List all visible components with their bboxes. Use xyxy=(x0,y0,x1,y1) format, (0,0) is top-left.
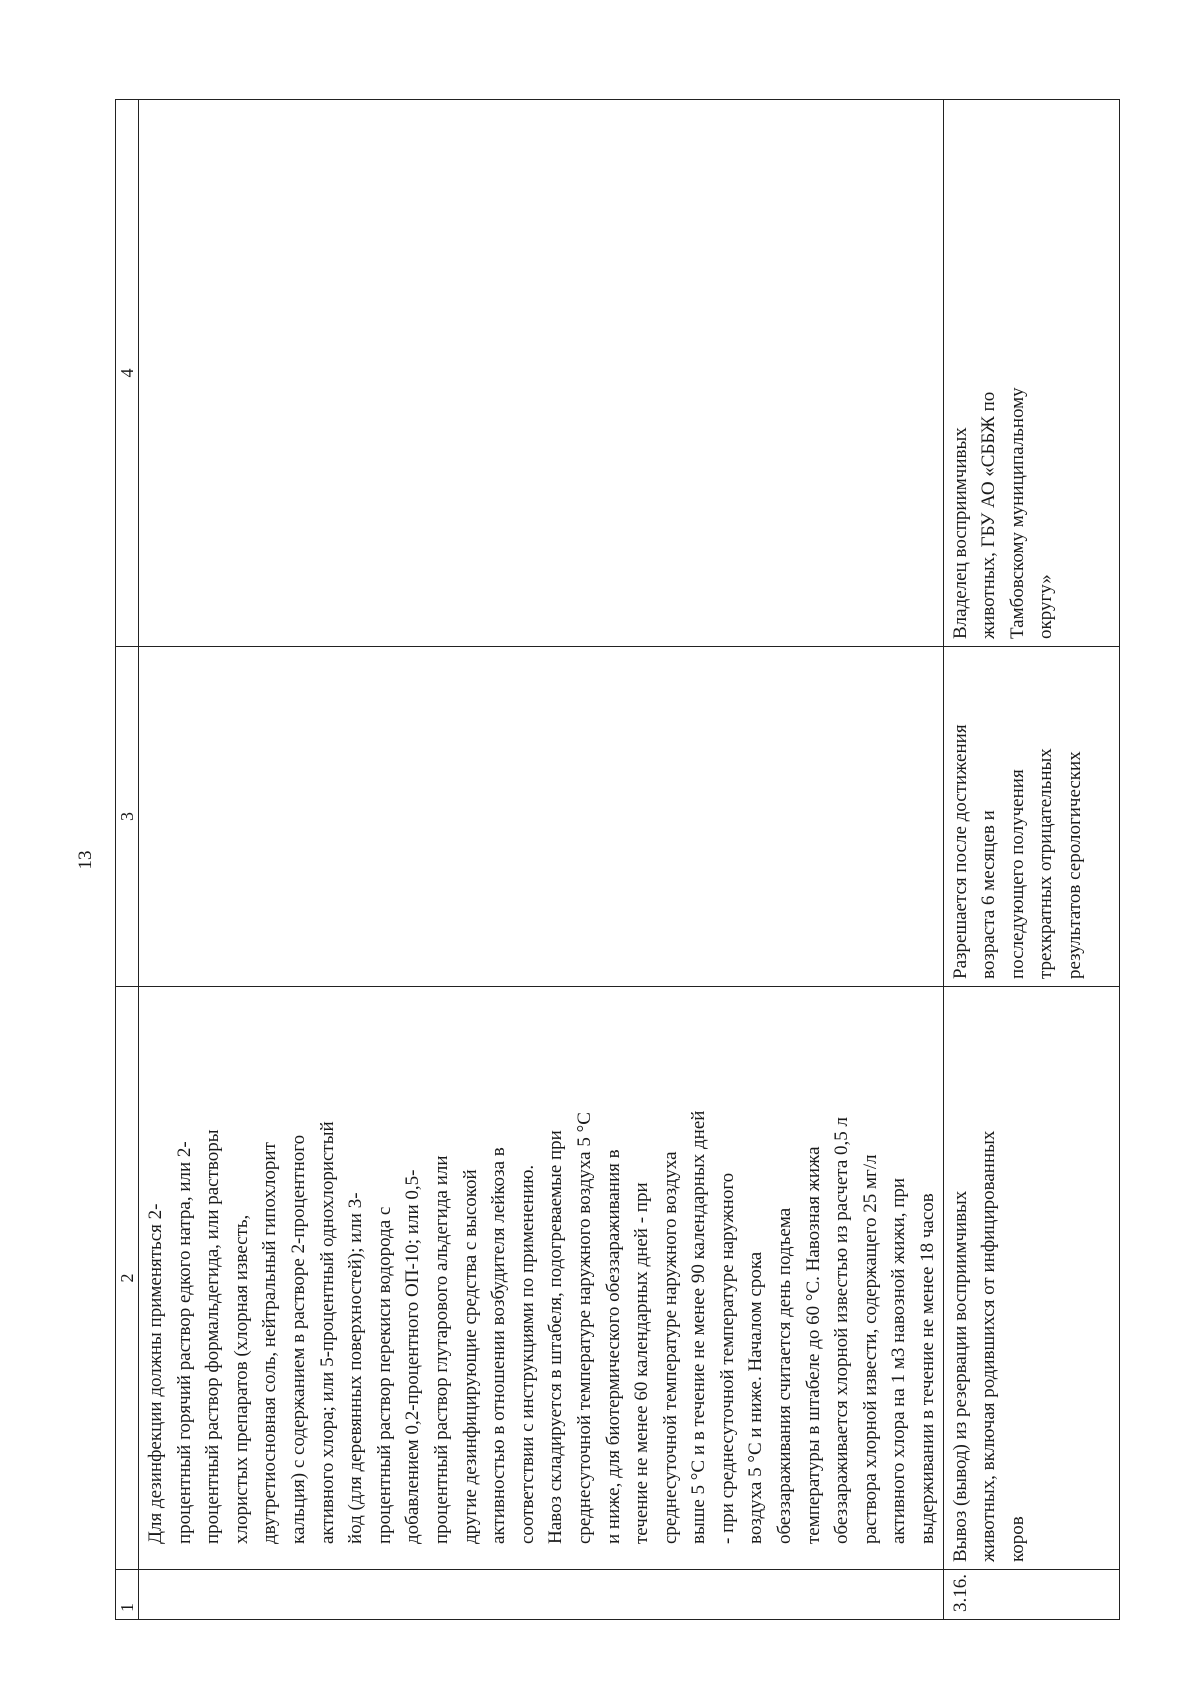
text-line: возраста 6 месяцев и xyxy=(978,810,1000,979)
header-col-2: 2 xyxy=(116,987,139,1570)
rotated-page xyxy=(75,100,1085,1620)
table-row xyxy=(139,100,944,1620)
text-line: двутретиосновная соль, нейтральный гипохлорит xyxy=(259,1142,281,1544)
text-line: процентный горячий раствор едкого натра, или 2- xyxy=(173,1141,195,1544)
text-line: раствора хлорной извести, содержащего 25 мг/л xyxy=(859,1154,881,1544)
text-line: процентный раствор формальдегида, или растворы xyxy=(202,1129,224,1544)
row-number xyxy=(139,1570,944,1620)
text-line: трехкратных отрицательных xyxy=(1035,748,1057,979)
text-line: животных, ГБУ АО «СББЖ по xyxy=(978,391,1000,639)
header-col-4: 4 xyxy=(116,100,139,647)
text-line: среднесуточной температуре наружного воздуха xyxy=(659,1151,681,1544)
text-line: Навоз складируется в штабеля, подогреваемые при xyxy=(545,1130,567,1544)
text-line: активностью в отношении возбудителя лейкоза в xyxy=(488,1147,510,1544)
responsible-cell xyxy=(943,100,1119,647)
text-line: другие дезинфицирующие средства с высокой xyxy=(459,1169,481,1544)
text-line: соответствии с инструкциями по применению. xyxy=(516,1164,538,1544)
text-line: результатов серологических xyxy=(1064,751,1085,979)
measure-text xyxy=(139,987,944,1570)
text-line: и ниже, для биотермического обеззараживания в xyxy=(602,1149,624,1544)
text-line: выше 5 °С и в течение не менее 90 календарных дней xyxy=(688,1110,710,1544)
table-header-row xyxy=(116,100,139,1620)
text-line: Владелец восприимчивых xyxy=(949,427,971,639)
text-line: температуры в штабеле до 60 °С. Навозная жижа xyxy=(802,1146,824,1544)
page-number: 13 xyxy=(75,850,96,870)
text-line: течение не менее 60 календарных дней - при xyxy=(631,1182,653,1544)
text-line: кальция) с содержанием в растворе 2-процентного xyxy=(287,1134,309,1544)
text-line: хлористых препаратов (хлорная известь, xyxy=(230,1214,252,1544)
responsible-cell xyxy=(139,100,944,647)
condition-cell xyxy=(139,647,944,987)
text-line: активного хлора; или 5-процентный однохлористый xyxy=(316,1121,338,1544)
text-line: обеззараживания считается день подъема xyxy=(774,1207,796,1544)
row-number: 3.16. xyxy=(943,1570,1119,1620)
text-line: Тамбовскому муниципальному xyxy=(1006,387,1028,639)
text-line: животных, включая родившихся от инфицированных xyxy=(978,1130,1000,1562)
condition-cell xyxy=(943,647,1119,987)
text-line: - при среднесуточной температуре наружного xyxy=(716,1172,738,1544)
text-line: Вывоз (вывод) из резервации восприимчивых xyxy=(949,1190,971,1562)
header-col-3: 3 xyxy=(116,647,139,987)
text-line: Для дезинфекции должны применяться 2- xyxy=(145,1203,166,1544)
text-line: округу» xyxy=(1035,574,1057,639)
text-line: процентный раствор глутарового альдегида или xyxy=(430,1155,452,1544)
text-line: последующего получения xyxy=(1006,769,1028,979)
table-row xyxy=(943,100,1119,1620)
text-line: активного хлора на 1 м3 навозной жижи, при xyxy=(888,1177,910,1544)
regulation-table xyxy=(115,99,1120,1620)
measure-text xyxy=(943,987,1119,1570)
text-line: процентный раствор перекиси водорода с xyxy=(373,1206,395,1544)
text-line: йод (для деревянных поверхностей); или 3- xyxy=(345,1192,367,1544)
text-line: воздуха 5 °С и ниже. Началом срока xyxy=(745,1251,767,1544)
text-line: выдерживании в течение не менее 18 часов xyxy=(917,1193,939,1544)
text-line: коров xyxy=(1006,1516,1028,1562)
text-line: среднесуточной температуре наружного воздуха 5 °С xyxy=(573,1112,595,1544)
text-line: обеззараживается хлорной известью из расчета 0,5 л xyxy=(831,1117,853,1544)
text-line: добавлением 0,2-процентного ОП-10; или 0,5- xyxy=(402,1169,424,1544)
header-col-1: 1 xyxy=(116,1570,139,1620)
text-line: Разрешается после достижения xyxy=(949,724,971,979)
